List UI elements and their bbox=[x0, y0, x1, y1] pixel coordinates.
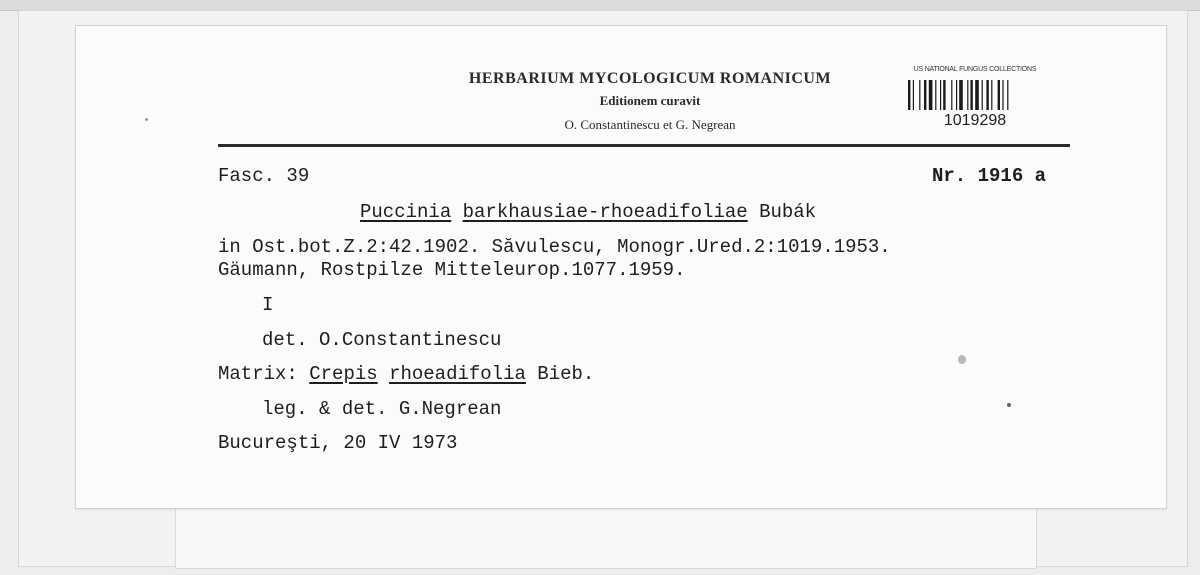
barcode-caption: US NATIONAL FUNGUS COLLECTIONS bbox=[913, 66, 1037, 73]
fascicle-number: Fasc. 39 bbox=[218, 165, 310, 187]
spore-stage: I bbox=[262, 294, 274, 316]
determiner: det. O.Constantinescu bbox=[262, 329, 502, 351]
species-name bbox=[360, 201, 816, 223]
place-date: Bucureşti, 20 IV 1973 bbox=[218, 432, 458, 454]
citation-line-2: Gäumann, Rostpilze Mitteleurop.1077.1959. bbox=[218, 259, 686, 281]
host-genus: Crepis bbox=[309, 363, 378, 385]
host-author: Bieb. bbox=[537, 363, 595, 385]
header-authors: O. Constantinescu et G. Negrean bbox=[564, 117, 736, 132]
citation-line-1: in Ost.bot.Z.2:42.1902. Săvulescu, Monogr.Ured.2:1019.1953. bbox=[218, 236, 891, 258]
barcode-icon bbox=[908, 80, 1042, 110]
header-divider bbox=[218, 144, 1070, 147]
host-epithet: rhoeadifolia bbox=[389, 363, 526, 385]
matrix-prefix: Matrix: bbox=[218, 363, 298, 385]
host-matrix bbox=[218, 363, 594, 385]
lower-paper-strip bbox=[175, 505, 1037, 569]
paper-speck bbox=[1007, 403, 1011, 407]
collector: leg. & det. G.Negrean bbox=[262, 398, 502, 420]
header-subtitle: Editionem curavit bbox=[599, 93, 701, 108]
paper-speck bbox=[958, 355, 966, 364]
paper-speck bbox=[145, 118, 148, 121]
species-genus: Puccinia bbox=[360, 201, 452, 223]
species-epithet: barkhausiae-rhoeadifoliae bbox=[462, 201, 748, 223]
barcode-number: 1019298 bbox=[943, 112, 1007, 129]
header-title: HERBARIUM MYCOLOGICUM ROMANICUM bbox=[468, 70, 832, 87]
species-author: Bubák bbox=[759, 201, 817, 223]
specimen-number: Nr. 1916 a bbox=[932, 165, 1047, 187]
barcode-sticker bbox=[900, 66, 1050, 136]
